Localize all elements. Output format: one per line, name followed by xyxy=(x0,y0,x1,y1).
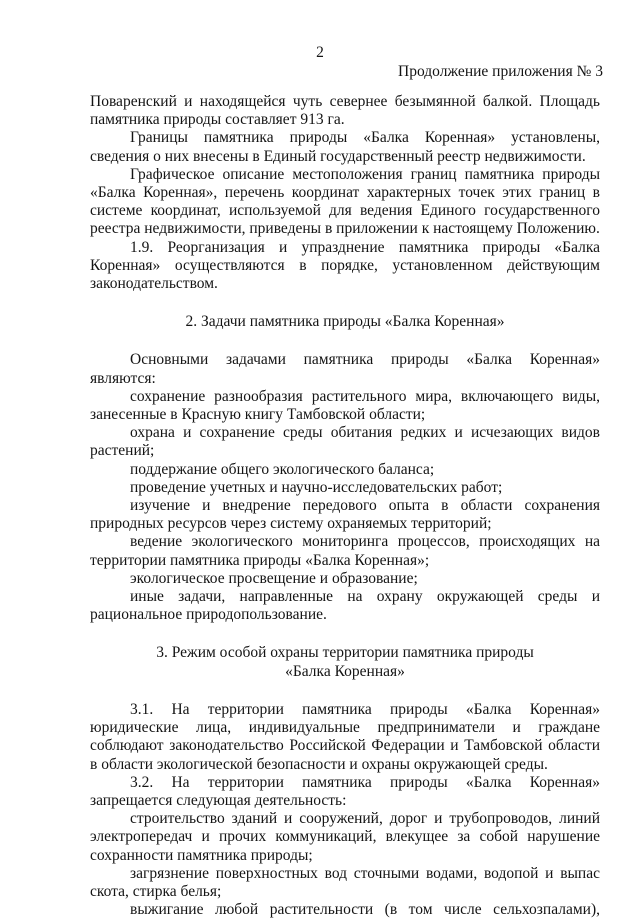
list-item: сохранение разнообразия растительного мира, включающего виды, занесенные в Красную книгу Тамбовской области; xyxy=(90,387,600,424)
paragraph: Основными задачами памятника природы «Балка Коренная» являются: xyxy=(90,351,600,387)
paragraph: 1.9. Реорганизация и упразднение памятника природы «Балка Коренная» осуществляются в порядке, установленном действующим законодательством. xyxy=(90,238,600,293)
section-heading-line: «Балка Коренная» xyxy=(285,662,405,680)
paragraph: 3.1. На территории памятника природы «Балка Коренная» юридические лица, индивидуальные предприниматели и граждане соблюдают законодательство Российской Федерации и Тамбовской области в области экологической безопасности и охраны окружающей среды. xyxy=(90,700,600,773)
paragraph: Поваренский и находящейся чуть севернее безымянной балкой. Площадь памятника природы составляет 913 га. xyxy=(90,93,600,129)
list-item: иные задачи, направленные на охрану окружающей среды и рациональное природопользование. xyxy=(90,588,600,624)
paragraph: Графическое описание местоположения границ памятника природы «Балка Коренная», перечень координат характерных точек этих границ в системе координат, используемой для ведения Единого государственного реестра недвижимости, приведены в приложении к настоящему Положению. xyxy=(90,165,600,238)
section-heading xyxy=(90,644,600,680)
list-item: ведение экологического мониторинга процессов, происходящих на территории памятника природы «Балка Коренная»; xyxy=(90,533,600,569)
list-item: изучение и внедрение передового опыта в области сохранения природных ресурсов через систему охраняемых территорий; xyxy=(90,497,600,533)
paragraph: 3.2. На территории памятника природы «Балка Коренная» запрещается следующая деятельность: xyxy=(90,773,600,809)
section-heading: 2. Задачи памятника природы «Балка Коренная» xyxy=(185,313,505,331)
appendix-note: Продолжение приложения № 3 xyxy=(398,63,603,80)
paragraph: Границы памятника природы «Балка Коренная» установлены, сведения о них внесены в Единый государственный реестр недвижимости. xyxy=(90,129,600,165)
section-heading-line: 3. Режим особой охраны территории памятника природы xyxy=(156,644,534,662)
page-number: 2 xyxy=(316,44,324,61)
list-item: загрязнение поверхностных вод сточными водами, водопой и выпас скота, стирка белья; xyxy=(90,864,600,900)
document-body xyxy=(90,93,600,919)
list-item: экологическое просвещение и образование; xyxy=(130,569,418,587)
list-item: поддержание общего экологического баланса; xyxy=(130,460,435,478)
list-item: строительство зданий и сооружений, дорог и трубопроводов, линий электропередач и прочих коммуникаций, влекущее за собой нарушение сохранности памятника природы; xyxy=(90,810,600,864)
list-item: проведение учетных и научно-исследовательских работ; xyxy=(130,478,503,496)
list-item: выжигание любой растительности (в том числе сельхозпалами), xyxy=(130,901,600,919)
list-item: охрана и сохранение среды обитания редких и исчезающих видов растений; xyxy=(90,424,600,460)
